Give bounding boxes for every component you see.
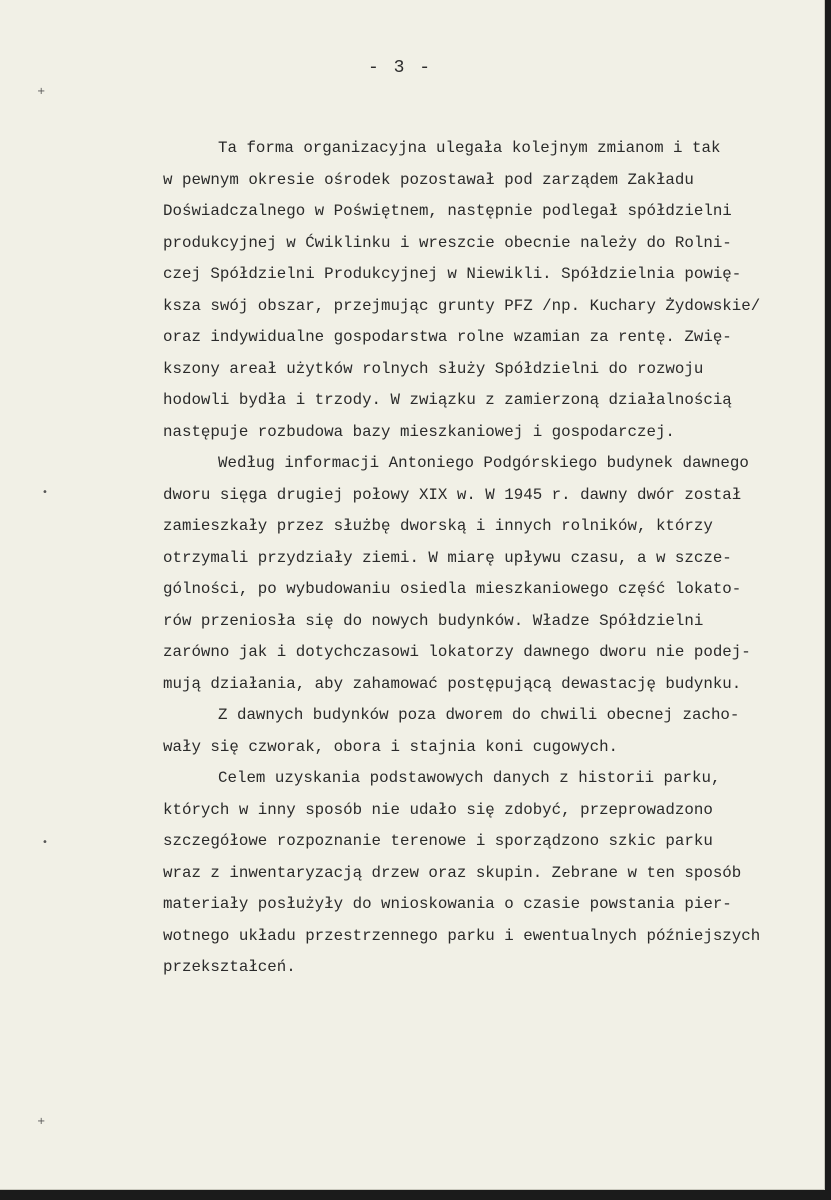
text-line: materiały posłużyły do wnioskowania o czasie powstania pier- — [163, 895, 732, 913]
text-line: Z dawnych budynków poza dworem do chwili obecnej zacho- — [218, 706, 740, 724]
text-line: produkcyjnej w Ćwiklinku i wreszcie obecnie należy do Rolni- — [163, 233, 732, 252]
text-line: przekształceń. — [163, 958, 296, 976]
text-line: Według informacji Antoniego Podgórskiego budynek dawnego — [218, 454, 749, 472]
text-line: gólności, po wybudowaniu osiedla mieszkaniowego część lokato- — [163, 580, 742, 598]
text-line: mują działania, aby zahamować postępującą dewastację budynku. — [163, 674, 742, 693]
punch-hole-mark: • — [42, 487, 48, 498]
text-line: następuje rozbudowa bazy mieszkaniowej i gospodarczej. — [163, 422, 675, 441]
text-line: zarówno jak i dotychczasowi lokatorzy dawnego dworu nie podej- — [163, 643, 751, 661]
text-line: Doświadczalnego w Poświętnem, następnie podlegał spółdzielni — [163, 202, 732, 220]
page-number: - 3 - — [367, 58, 432, 78]
punch-hole-mark: + — [37, 86, 46, 97]
typed-text-body — [163, 133, 823, 984]
punch-hole-mark: • — [42, 837, 48, 848]
text-line: Ta forma organizacyjna ulegała kolejnym zmianom i tak — [218, 139, 721, 157]
text-line: których w inny sposób nie udało się zdobyć, przeprowadzono — [163, 800, 713, 819]
text-line: rów przeniosła się do nowych budynków. Władze Spółdzielni — [163, 611, 704, 630]
text-line: wotnego układu przestrzennego parku i ewentualnych późniejszych — [163, 926, 761, 945]
text-line: szczegółowe rozpoznanie terenowe i sporządzono szkic parku — [163, 832, 713, 850]
text-line: oraz indywidualne gospodarstwa rolne wzamian za rentę. Zwię- — [163, 328, 732, 346]
text-line: otrzymali przydziały ziemi. W miarę upływu czasu, a w szcze- — [163, 548, 732, 567]
text-line: w pewnym okresie ośrodek pozostawał pod zarządem Zakładu — [163, 170, 694, 189]
text-line: hodowli bydła i trzody. W związku z zamierzoną działalnością — [163, 391, 732, 409]
text-line: wały się czworak, obora i stajnia koni cugowych. — [163, 737, 619, 756]
text-line: ksza swój obszar, przejmując grunty PFZ /np. Kuchary Żydowskie/ — [163, 296, 761, 315]
punch-hole-mark: + — [37, 1116, 46, 1127]
text-line: kszony areał użytków rolnych służy Spółdzielni do rozwoju — [163, 359, 704, 378]
text-line: zamieszkały przez służbę dworską i innych rolników, którzy — [163, 517, 713, 535]
text-line: Celem uzyskania podstawowych danych z historii parku, — [218, 769, 721, 787]
text-line: czej Spółdzielni Produkcyjnej w Niewikli. Spółdzielnia powię- — [163, 265, 742, 283]
text-line: wraz z inwentaryzacją drzew oraz skupin. Zebrane w ten sposób — [163, 863, 742, 882]
text-line: dworu sięga drugiej połowy XIX w. W 1945 r. dawny dwór został — [163, 485, 742, 504]
